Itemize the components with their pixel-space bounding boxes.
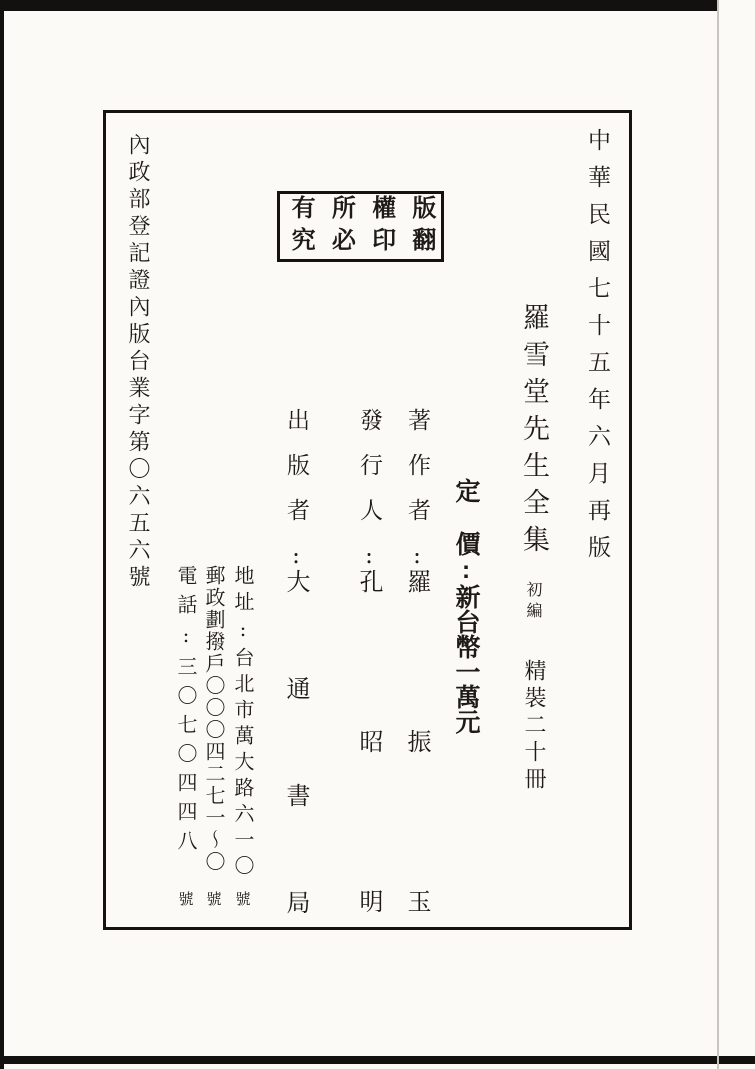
publisher-role-label: 出版者 (283, 408, 309, 543)
book-binding-label: 精裝二十冊 (521, 659, 546, 794)
copyright-column-3: 所必 (327, 194, 355, 259)
credit-column-author (405, 408, 429, 1049)
issuer-role-label: 發行人 (356, 408, 382, 543)
author-role-label: 著作者 (404, 408, 430, 543)
issuer-colon: : (356, 543, 382, 569)
publisher-name: 大通書局 (282, 569, 310, 997)
credit-column-publisher (284, 408, 308, 997)
edition-date: 中華民國七十五年六月再版 (584, 128, 610, 572)
copyright-seal-box (277, 191, 444, 262)
address-text: 地址:台北市萬大路六一〇 (231, 565, 255, 881)
contact-column-telephone (176, 565, 196, 907)
publisher-colon: : (283, 543, 309, 569)
telephone-suffix: 號 (178, 890, 194, 908)
author-colon: : (404, 543, 430, 569)
postal-account-text: 郵政劃撥戶〇〇〇四二七一〜〇 (202, 565, 226, 873)
book-title-column (520, 303, 547, 794)
scan-frame-bottom (0, 1056, 755, 1064)
contact-column-address (233, 565, 253, 907)
address-suffix: 號 (235, 890, 251, 908)
registration-number: 內政部登記證內版台業字第〇六五六號 (125, 133, 150, 592)
scan-frame-right-line (717, 0, 719, 1069)
copyright-column-1: 版翻 (407, 194, 435, 259)
credit-column-issuer (357, 408, 381, 1049)
contact-column-postal-account (204, 565, 224, 907)
postal-account-suffix: 號 (206, 890, 222, 908)
scan-frame-left (0, 0, 4, 1069)
copyright-column-4: 有究 (287, 194, 315, 259)
book-title: 羅雪堂先生全集 (518, 303, 549, 562)
telephone-text: 電話:三〇七〇四四八 (174, 565, 198, 859)
copyright-column-2: 權印 (367, 194, 395, 259)
issuer-name: 孔昭明 (355, 569, 383, 1049)
book-series-label: 初編 (524, 581, 543, 623)
price-statement: 定 價:新台幣一萬元 (452, 478, 480, 734)
scan-frame-top (0, 0, 719, 11)
author-name: 羅振玉 (403, 569, 431, 1049)
